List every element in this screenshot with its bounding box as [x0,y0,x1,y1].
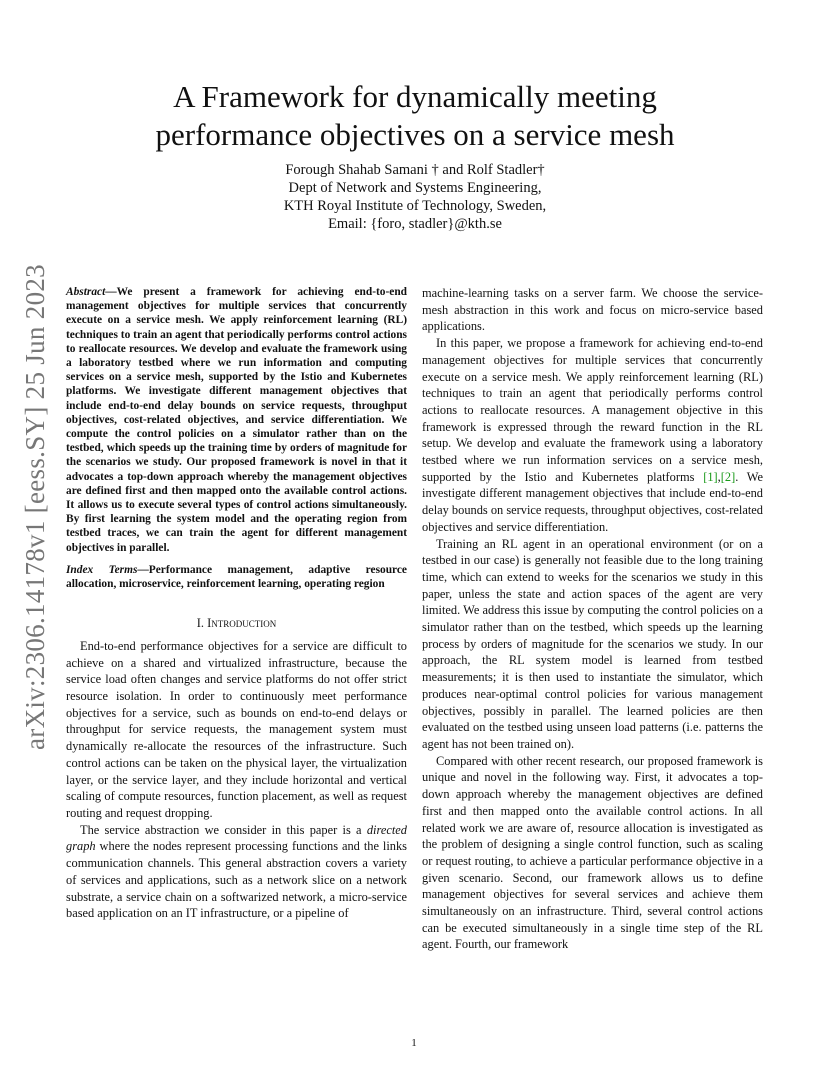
author-email: Email: {foro, stadler}@kth.se [328,216,502,232]
text-span: where the nodes represent processing functions and the links communication channels. This general abstraction covers a variety of services and applications, such as a network slice on a network substrate, a service chain on a softwarized network, a micro-service based application on an IT infrastructure, or a pipeline of [66,839,407,921]
text-span: In this paper, we propose a framework for achieving end-to-end management objectives for multiple services that concurrently execute on a service mesh. We apply reinforcement learning (RL) techniques to train an agent that periodically performs control actions to reallocate resources. A management objective in this framework is expressed through the reward function in the RL setup. We develop and evaluate the framework using a laboratory testbed where we run information services on a service mesh, supported by the Istio and Kubernetes platforms [422,336,763,484]
title-line-1: A Framework for dynamically meeting [173,79,657,114]
right-column [422,285,763,953]
paper-title [100,78,730,154]
title-line-2: performance objectives on a service mesh [155,117,675,152]
section-heading-introduction: I. Introduction [196,616,277,631]
author-institution: KTH Royal Institute of Technology, Sweden, [283,198,547,214]
citation-link-1[interactable]: [1] [703,469,718,484]
author-block [150,161,680,233]
index-terms-text: —Performance management, adaptive resource allocation, microservice, reinforcement learning, operating region [66,563,407,591]
intro-paragraph-2 [66,822,407,922]
abstract-label: Abstract [66,286,106,298]
paragraph-comparison: Compared with other recent research, our proposed framework is unique and novel in the following way. First, it advocates a top-down approach whereby the management objectives are defined first and then mapped onto the available control actions. In all related work we are aware of, resource allocation is investigated as the problem of designing a single control function, such as scaling or request routing, to achieve a particular performance objective in a given scenario. Second, our framework allows us to define management objectives for several services and achieve them simultaneously on an infrastructure. Third, several control actions can be executed simultaneously in a single time step of the RL agent. Fourth, our framework [422,753,763,952]
paragraph-training: Training an RL agent in an operational environment (or on a testbed in our case) is generally not feasible due to the long training time, which can extend to weeks for the scenarios we study in this paper, unless the state and action spaces of the agent are very limited. We address this issue by computing the control policies on a simulator rather than on the testbed, which speeds up the learning process by orders of magnitude for the scenarios we study. In our approach, the RL system model is learned from testbed measurements; it is then used to instantiate the simulator, which produces near-optimal control policies for various management objectives, possibly in parallel. The learned policies are then evaluated on the testbed using unseen load patterns (i.e. patterns the agent has not been trained on). [422,536,763,751]
index-terms [66,563,407,591]
author-department: Dept of Network and Systems Engineering, [288,180,542,196]
text-span: The service abstraction we consider in this paper is a [80,822,367,837]
paragraph-proposal [422,335,763,535]
page-number: 1 [411,1037,417,1049]
intro-paragraph-1: End-to-end performance objectives for a service are difficult to achieve on a shared and virtualized infrastructure, because the service load often changes and service platforms do not offer strict resource isolation. In order to continuously meet performance objectives for a service, such as bounds on end-to-end delays or throughput for service requests, the management system must dynamically re-allocate the resources of the infrastructure. Such control actions can be taken on the physical layer, the virtualization layer, or the service layer, and they include horizontal and vertical scaling of compute resources, function placement, as well as request routing and request dropping. [66,638,407,820]
paragraph-continued: machine-learning tasks on a server farm. We choose the service-mesh abstraction in this work and focus on micro-service based applications. [422,286,763,334]
text-span: , [717,469,721,484]
citation-link-2[interactable]: [2] [720,469,736,484]
left-column [66,285,407,922]
index-terms-label: Index Terms [66,563,138,576]
emphasis-directed-graph: directed graph [66,822,407,854]
author-names: Forough Shahab Samani † and Rolf Stadler† [285,162,545,178]
abstract-text: —We present a framework for achieving end-to-end management objectives for multiple services that concurrently execute on a service mesh. We apply reinforcement learning (RL) techniques to train an agent that periodically performs control actions to reallocate resources. We develop and evaluate the framework using a laboratory testbed where we run information and computing services on a service mesh, supported by the Istio and Kubernetes platforms. We investigate different management objectives that include end-to-end delay bounds on service requests, throughput objectives, cost-related objectives, and service differentiation. We compute the control policies on a simulator rather than on the testbed, which speeds up the training time by orders of magnitude for the scenarios we study. Our proposed framework is novel in that it advocates a top-down approach whereby the management objectives are defined first and then mapped onto the available control actions. It allows us to execute several types of control actions simultaneously. By first learning the system model and the operating region from testbed traces, we can train the agent for different management objectives in parallel. [66,286,407,554]
arxiv-stamp: arXiv:2306.14178v1 [eess.SY] 25 Jun 2023 [20,264,50,750]
text-span: . We investigate different management objectives that include end-to-end delay bounds on service requests, throughput objectives, cost-related objectives and service differentiation. [422,469,763,534]
abstract [66,285,407,555]
